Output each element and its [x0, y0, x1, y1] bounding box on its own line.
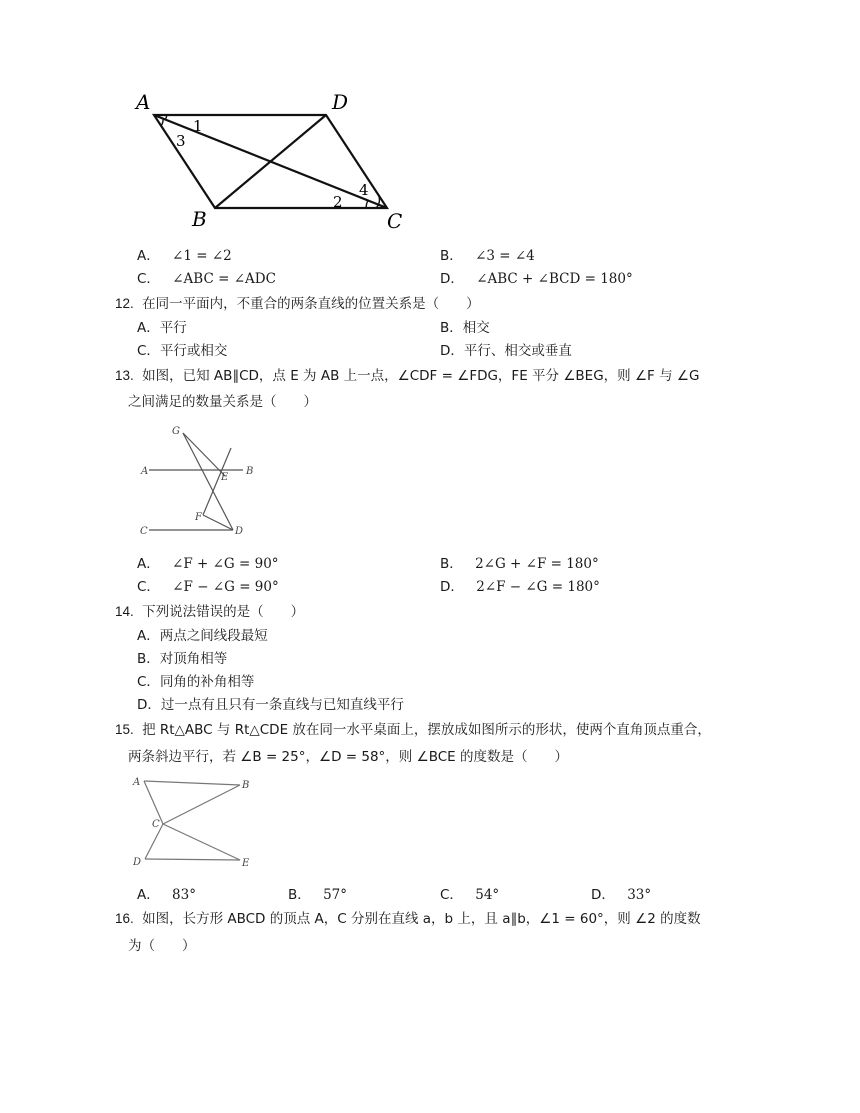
q14-option-d	[137, 693, 404, 713]
option-text: 33°	[627, 887, 652, 903]
q13-option-d	[440, 575, 600, 595]
q13-label-F: F	[195, 512, 202, 523]
option-text: 平行、相交或垂直	[463, 343, 572, 359]
option-letter: D．	[137, 697, 161, 713]
option-letter: B．	[288, 887, 311, 903]
option-text: 2∠G + ∠F = 180°	[475, 556, 599, 572]
q11-option-d	[440, 267, 633, 287]
question-text: 之间满足的数量关系是（ ）	[128, 394, 317, 410]
q11-label-C: C	[387, 209, 403, 233]
q15-option-c	[440, 883, 499, 903]
q15-option-d	[591, 883, 651, 903]
q13-option-a	[137, 552, 279, 572]
q15-label-A: A	[133, 777, 141, 788]
q13-option-b	[440, 552, 599, 572]
option-letter: B．	[440, 248, 463, 264]
question-number: 15.	[115, 722, 134, 737]
option-letter: A．	[137, 320, 160, 336]
option-text: 同角的补角相等	[159, 674, 255, 690]
q13-label-D: D	[235, 526, 244, 537]
question-text: 在同一平面内，不重合的两条直线的位置关系是（ ）	[142, 296, 480, 312]
question-text: 下列说法错误的是（ ）	[142, 604, 305, 620]
option-letter: C．	[137, 579, 160, 595]
option-letter: A．	[137, 628, 160, 644]
option-text: 两点之间线段最短	[159, 628, 268, 644]
option-letter: B．	[440, 556, 463, 572]
q12-option-d	[440, 339, 572, 359]
option-letter: A．	[137, 887, 160, 903]
option-letter: C．	[137, 343, 160, 359]
question-number: 13.	[115, 368, 134, 383]
option-letter: C．	[440, 887, 463, 903]
q13-stem-line1	[115, 364, 699, 384]
option-letter: C．	[137, 674, 160, 690]
option-text: 54°	[475, 887, 500, 903]
q14-option-b	[137, 647, 227, 667]
q14-stem	[115, 600, 304, 620]
q13-label-A: A	[141, 466, 149, 477]
q16-stem-line2	[128, 934, 196, 954]
option-text: ∠ABC = ∠ADC	[172, 271, 276, 287]
q12-option-a	[137, 316, 187, 336]
q14-option-a	[137, 624, 268, 644]
option-text: ∠1 = ∠2	[172, 248, 232, 264]
option-letter: A．	[137, 556, 160, 572]
option-letter: D．	[591, 887, 615, 903]
option-letter: D．	[440, 271, 464, 287]
q11-label-2: 2	[333, 193, 343, 211]
q13-option-c	[137, 575, 279, 595]
q11-label-B: B	[192, 207, 207, 231]
option-text: 83°	[172, 887, 196, 903]
option-text: 2∠F − ∠G = 180°	[476, 579, 600, 595]
option-text: ∠3 = ∠4	[475, 248, 535, 264]
q11-option-c	[137, 267, 276, 287]
option-text: 过一点有且只有一条直线与已知直线平行	[160, 697, 404, 713]
q15-label-E: E	[242, 858, 250, 869]
q11-option-a	[137, 244, 232, 264]
q11-label-A: A	[136, 90, 151, 114]
option-letter: D．	[440, 343, 464, 359]
q15-option-b	[288, 883, 347, 903]
q11-label-3: 3	[176, 132, 186, 150]
q15-label-D: D	[133, 857, 142, 868]
q11-label-4: 4	[359, 181, 369, 199]
q15-stem-line1	[115, 718, 711, 738]
option-letter: B．	[440, 320, 463, 336]
option-letter: C．	[137, 271, 160, 287]
question-text: 如图，长方形 ABCD 的顶点 A，C 分别在直线 a，b 上，且 a∥b，∠1 = 60°，则 ∠2 的度数	[142, 911, 701, 927]
q13-label-E: E	[221, 472, 229, 483]
question-number: 12.	[115, 296, 134, 311]
q13-stem-line2	[128, 390, 317, 410]
option-text: ∠F + ∠G = 90°	[172, 556, 279, 572]
q12-option-b	[440, 316, 490, 336]
q12-stem	[115, 292, 480, 312]
q15-figure	[130, 772, 270, 872]
q11-label-D: D	[332, 90, 349, 114]
q13-label-B: B	[246, 466, 254, 477]
q15-option-a	[137, 883, 196, 903]
q13-figure	[135, 420, 265, 545]
q11-option-b	[440, 244, 535, 264]
question-text: 为（ ）	[128, 938, 196, 954]
option-text: 57°	[323, 887, 347, 903]
option-text: 平行或相交	[159, 343, 228, 359]
option-letter: D．	[440, 579, 464, 595]
option-letter: A．	[137, 248, 160, 264]
question-text: 两条斜边平行，若 ∠B = 25°，∠D = 58°，则 ∠BCE 的度数是（ ）	[128, 749, 568, 765]
q12-option-c	[137, 339, 227, 359]
option-text: ∠ABC + ∠BCD = 180°	[476, 271, 633, 287]
question-text: 把 Rt△ABC 与 Rt△CDE 放在同一水平桌面上，摆放成如图所示的形状，使两个直角顶点重合，	[142, 722, 711, 738]
option-text: 平行	[159, 320, 187, 336]
q11-figure	[130, 88, 420, 236]
q14-option-c	[137, 670, 254, 690]
question-text: 如图，已知 AB∥CD，点 E 为 AB 上一点，∠CDF = ∠FDG，FE 平分 ∠BEG，则 ∠F 与 ∠G	[142, 368, 700, 384]
option-text: ∠F − ∠G = 90°	[172, 579, 279, 595]
q13-label-G: G	[172, 426, 180, 437]
q11-label-1: 1	[193, 117, 203, 135]
option-text: 相交	[462, 320, 490, 336]
q13-label-C: C	[140, 526, 148, 537]
q15-label-C: C	[152, 819, 160, 830]
question-number: 16.	[115, 911, 134, 926]
q15-stem-line2	[128, 745, 568, 765]
question-number: 14.	[115, 604, 134, 619]
option-letter: B．	[137, 651, 160, 667]
q16-stem-line1	[115, 907, 701, 927]
option-text: 对顶角相等	[159, 651, 228, 667]
q15-label-B: B	[242, 780, 250, 791]
